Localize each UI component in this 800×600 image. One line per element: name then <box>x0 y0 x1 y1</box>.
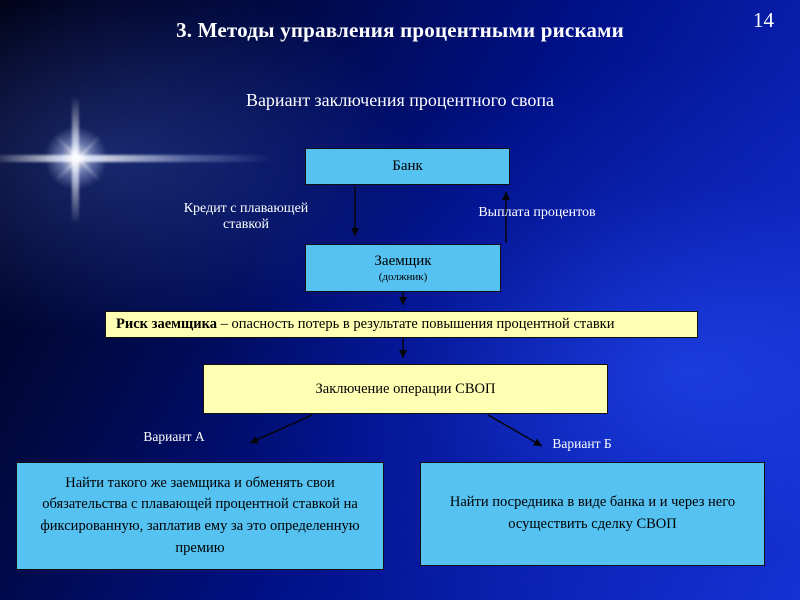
bank-box-label: Банк <box>392 158 423 174</box>
swap-box-label: Заключение операции СВОП <box>315 380 496 397</box>
page-number: 14 <box>753 8 774 32</box>
variant-a-label: Вариант А <box>143 429 205 444</box>
variant-b-box <box>420 462 765 566</box>
bank-box <box>305 148 510 185</box>
arrow-swap-to-variant-b <box>488 415 542 446</box>
interest-arrow-label: Выплата процентов <box>478 205 596 220</box>
borrower-box-subtitle: (должник) <box>378 270 428 283</box>
variant-a-text: Найти такого же заемщика и обменять свои обязательства с плавающей процентной ставкой на фиксированную, заплатив ему за это определенную премию <box>40 474 360 556</box>
variant-a-box <box>16 462 384 570</box>
arrow-swap-to-variant-a <box>250 415 312 443</box>
risk-box-text: – опасность потерь в результате повышения процентной ставки <box>217 316 615 332</box>
borrower-box-title: Заемщик <box>374 253 432 270</box>
borrower-box <box>305 244 501 292</box>
swap-box <box>203 364 608 414</box>
lens-flare-glow <box>44 126 108 190</box>
variant-b-label: Вариант Б <box>552 436 612 451</box>
slide-title: 3. Методы управления процентными рисками <box>176 18 624 42</box>
risk-box <box>105 311 698 338</box>
slide-subtitle: Вариант заключения процентного свопа <box>245 90 555 110</box>
credit-arrow-label: Кредит с плавающей ставкой <box>183 201 309 233</box>
lens-flare-horizontal-ray <box>0 155 273 162</box>
risk-box-lead: Риск заемщика <box>116 316 217 332</box>
variant-b-text: Найти посредника в виде банка и и через него осуществить сделку СВОП <box>449 494 736 532</box>
